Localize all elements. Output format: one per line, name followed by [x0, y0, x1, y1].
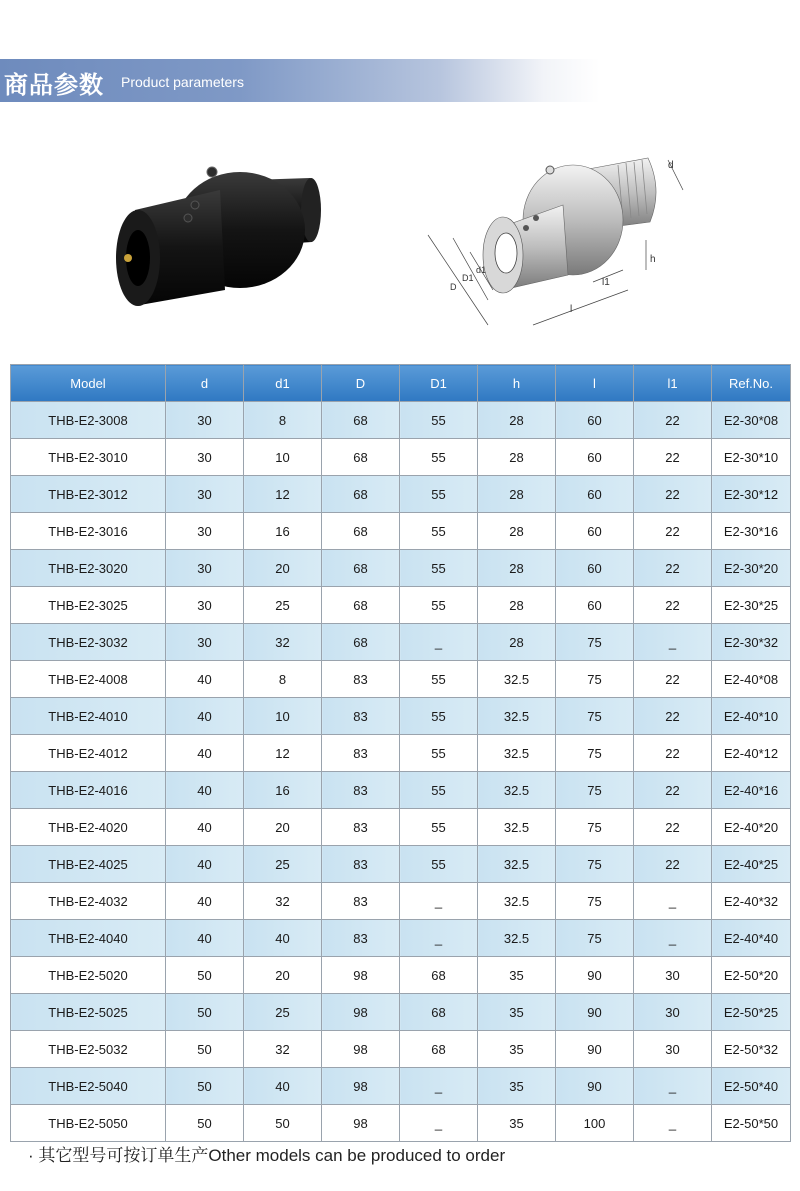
label-D1: D1	[462, 273, 474, 283]
table-cell: 55	[400, 439, 478, 476]
table-cell: 22	[634, 439, 712, 476]
label-h: h	[650, 254, 656, 265]
table-cell: 90	[556, 994, 634, 1031]
table-cell: E2-50*50	[712, 1105, 791, 1142]
table-cell: E2-50*20	[712, 957, 791, 994]
table-cell: 75	[556, 624, 634, 661]
table-cell: 22	[634, 846, 712, 883]
table-cell: THB-E2-5032	[11, 1031, 166, 1068]
table-cell: 22	[634, 550, 712, 587]
table-cell: _	[400, 624, 478, 661]
column-header: d1	[244, 365, 322, 402]
table-cell: 60	[556, 550, 634, 587]
table-cell: 32.5	[478, 809, 556, 846]
table-cell: E2-40*16	[712, 772, 791, 809]
table-cell: 28	[478, 439, 556, 476]
table-cell: THB-E2-3020	[11, 550, 166, 587]
table-cell: 25	[244, 994, 322, 1031]
table-cell: 40	[244, 920, 322, 957]
table-cell: 55	[400, 772, 478, 809]
table-row	[11, 587, 791, 624]
table-cell: 50	[166, 994, 244, 1031]
table-cell: 28	[478, 402, 556, 439]
table-cell: 90	[556, 957, 634, 994]
table-cell: 22	[634, 661, 712, 698]
table-cell: 30	[166, 513, 244, 550]
table-cell: 50	[166, 957, 244, 994]
table-cell: 83	[322, 846, 400, 883]
table-cell: 75	[556, 735, 634, 772]
table-cell: _	[400, 883, 478, 920]
table-cell: 100	[556, 1105, 634, 1142]
table-cell: 55	[400, 661, 478, 698]
table-row	[11, 624, 791, 661]
table-cell: 75	[556, 809, 634, 846]
table-cell: 68	[400, 994, 478, 1031]
table-cell: THB-E2-4032	[11, 883, 166, 920]
table-row	[11, 772, 791, 809]
table-cell: THB-E2-4020	[11, 809, 166, 846]
table-cell: 83	[322, 698, 400, 735]
table-cell: 83	[322, 809, 400, 846]
table-cell: 22	[634, 698, 712, 735]
table-cell: 22	[634, 587, 712, 624]
table-cell: 20	[244, 957, 322, 994]
table-cell: E2-30*16	[712, 513, 791, 550]
label-D: D	[450, 282, 457, 292]
table-cell: 60	[556, 513, 634, 550]
table-cell: 22	[634, 809, 712, 846]
table-cell: 12	[244, 735, 322, 772]
table-cell: THB-E2-4016	[11, 772, 166, 809]
table-cell: 98	[322, 1031, 400, 1068]
table-cell: THB-E2-3032	[11, 624, 166, 661]
table-cell: 98	[322, 957, 400, 994]
table-cell: THB-E2-3016	[11, 513, 166, 550]
table-cell: 30	[166, 587, 244, 624]
table-cell: 35	[478, 1068, 556, 1105]
table-cell: 22	[634, 772, 712, 809]
table-cell: 68	[322, 513, 400, 550]
table-row	[11, 920, 791, 957]
table-row	[11, 698, 791, 735]
table-cell: 32	[244, 883, 322, 920]
table-cell: 35	[478, 1105, 556, 1142]
dimension-drawing	[418, 150, 708, 340]
table-cell: E2-40*32	[712, 883, 791, 920]
table-cell: THB-E2-5040	[11, 1068, 166, 1105]
table-row	[11, 809, 791, 846]
table-cell: 30	[634, 1031, 712, 1068]
label-l: l	[570, 304, 573, 315]
table-cell: 30	[166, 624, 244, 661]
table-cell: 16	[244, 513, 322, 550]
table-cell: 40	[166, 735, 244, 772]
table-cell: THB-E2-3008	[11, 402, 166, 439]
table-cell: 75	[556, 920, 634, 957]
table-cell: 22	[634, 402, 712, 439]
table-cell: 32.5	[478, 920, 556, 957]
table-cell: 60	[556, 439, 634, 476]
table-header-row	[11, 365, 791, 402]
table-cell: _	[400, 1068, 478, 1105]
table-cell: 8	[244, 661, 322, 698]
product-parameter-table	[10, 364, 791, 1142]
table-cell: 40	[166, 698, 244, 735]
table-cell: 8	[244, 402, 322, 439]
table-cell: E2-30*20	[712, 550, 791, 587]
table-cell: 40	[166, 846, 244, 883]
table-cell: 35	[478, 994, 556, 1031]
table-cell: 10	[244, 698, 322, 735]
table-row	[11, 1105, 791, 1142]
table-cell: 20	[244, 809, 322, 846]
table-cell: 55	[400, 476, 478, 513]
table-cell: 32.5	[478, 661, 556, 698]
section-header	[0, 59, 800, 102]
table-cell: 50	[166, 1031, 244, 1068]
section-title-cn: 商品参数	[4, 71, 104, 99]
table-cell: THB-E2-4008	[11, 661, 166, 698]
table-cell: THB-E2-5050	[11, 1105, 166, 1142]
table-cell: THB-E2-5020	[11, 957, 166, 994]
table-cell: 75	[556, 883, 634, 920]
table-cell: _	[634, 1068, 712, 1105]
table-cell: 90	[556, 1031, 634, 1068]
table-cell: 68	[322, 624, 400, 661]
table-cell: 68	[322, 587, 400, 624]
table-cell: _	[400, 1105, 478, 1142]
table-cell: _	[634, 624, 712, 661]
footer-note: · 其它型号可按订单生产Other models can be produced to order	[28, 1146, 506, 1165]
table-row	[11, 735, 791, 772]
table-cell: E2-40*08	[712, 661, 791, 698]
table-cell: 22	[634, 513, 712, 550]
table-cell: 68	[322, 439, 400, 476]
table-cell: E2-30*12	[712, 476, 791, 513]
table-cell: 55	[400, 698, 478, 735]
label-l1: l1	[602, 277, 610, 288]
section-title-en: Product parameters	[121, 74, 244, 90]
table-cell: THB-E2-4025	[11, 846, 166, 883]
table-cell: 22	[634, 476, 712, 513]
table-cell: _	[634, 920, 712, 957]
table-cell: 28	[478, 513, 556, 550]
table-cell: 68	[322, 402, 400, 439]
table-cell: 68	[322, 476, 400, 513]
table-cell: E2-30*08	[712, 402, 791, 439]
table-cell: 32	[244, 624, 322, 661]
table-cell: 60	[556, 587, 634, 624]
table-cell: 25	[244, 846, 322, 883]
table-cell: 55	[400, 513, 478, 550]
table-cell: 30	[166, 402, 244, 439]
product-photo	[100, 150, 340, 320]
table-cell: 40	[244, 1068, 322, 1105]
table-cell: 40	[166, 809, 244, 846]
table-cell: E2-30*25	[712, 587, 791, 624]
table-cell: 28	[478, 624, 556, 661]
table-cell: 40	[166, 661, 244, 698]
column-header: D1	[400, 365, 478, 402]
table-cell: 75	[556, 661, 634, 698]
table-cell: THB-E2-4012	[11, 735, 166, 772]
table-cell: 32.5	[478, 883, 556, 920]
table-cell: E2-40*12	[712, 735, 791, 772]
column-header: Model	[11, 365, 166, 402]
table-cell: 32.5	[478, 735, 556, 772]
table-cell: 30	[634, 994, 712, 1031]
table-cell: E2-40*40	[712, 920, 791, 957]
label-d: d	[668, 160, 674, 171]
table-cell: _	[634, 1105, 712, 1142]
table-cell: 60	[556, 476, 634, 513]
table-cell: 55	[400, 402, 478, 439]
table-cell: 98	[322, 1105, 400, 1142]
table-cell: 30	[166, 439, 244, 476]
table-cell: 50	[166, 1105, 244, 1142]
table-cell: 22	[634, 735, 712, 772]
column-header: h	[478, 365, 556, 402]
table-cell: THB-E2-4010	[11, 698, 166, 735]
table-row	[11, 661, 791, 698]
column-header: D	[322, 365, 400, 402]
table-cell: 40	[166, 883, 244, 920]
table-cell: 40	[166, 772, 244, 809]
column-header: Ref.No.	[712, 365, 791, 402]
table-cell: 40	[166, 920, 244, 957]
table-row	[11, 1031, 791, 1068]
table-cell: E2-40*10	[712, 698, 791, 735]
table-row	[11, 513, 791, 550]
table-cell: 68	[322, 550, 400, 587]
table-cell: E2-30*32	[712, 624, 791, 661]
table-cell: 16	[244, 772, 322, 809]
table-cell: 55	[400, 735, 478, 772]
column-header: l	[556, 365, 634, 402]
label-d1: d1	[476, 265, 487, 275]
table-cell: E2-50*40	[712, 1068, 791, 1105]
table-cell: 75	[556, 846, 634, 883]
table-cell: E2-30*10	[712, 439, 791, 476]
table-cell: _	[400, 920, 478, 957]
table-row	[11, 476, 791, 513]
table-cell: 32.5	[478, 846, 556, 883]
table-cell: 25	[244, 587, 322, 624]
table-cell: 83	[322, 883, 400, 920]
table-cell: E2-50*25	[712, 994, 791, 1031]
table-cell: 50	[166, 1068, 244, 1105]
table-cell: 28	[478, 476, 556, 513]
table-cell: 30	[634, 957, 712, 994]
table-cell: 28	[478, 550, 556, 587]
table-row	[11, 957, 791, 994]
table-row	[11, 846, 791, 883]
table-cell: 83	[322, 735, 400, 772]
table-cell: 12	[244, 476, 322, 513]
table-row	[11, 994, 791, 1031]
table-cell: 30	[166, 476, 244, 513]
table-cell: 50	[244, 1105, 322, 1142]
table-cell: 28	[478, 587, 556, 624]
table-row	[11, 883, 791, 920]
table-cell: 98	[322, 1068, 400, 1105]
table-cell: 55	[400, 846, 478, 883]
table-cell: 98	[322, 994, 400, 1031]
table-cell: 55	[400, 587, 478, 624]
table-cell: 55	[400, 809, 478, 846]
table-cell: THB-E2-3010	[11, 439, 166, 476]
column-header: d	[166, 365, 244, 402]
table-row	[11, 1068, 791, 1105]
table-cell: 10	[244, 439, 322, 476]
table-cell: 90	[556, 1068, 634, 1105]
table-cell: THB-E2-4040	[11, 920, 166, 957]
table-cell: 75	[556, 772, 634, 809]
table-cell: _	[634, 883, 712, 920]
table-cell: E2-40*20	[712, 809, 791, 846]
table-cell: 75	[556, 698, 634, 735]
table-cell: 68	[400, 957, 478, 994]
table-cell: 60	[556, 402, 634, 439]
table-cell: 35	[478, 1031, 556, 1068]
column-header: l1	[634, 365, 712, 402]
table-cell: E2-40*25	[712, 846, 791, 883]
table-cell: 83	[322, 920, 400, 957]
table-cell: THB-E2-5025	[11, 994, 166, 1031]
table-cell: 68	[400, 1031, 478, 1068]
table-cell: 20	[244, 550, 322, 587]
table-row	[11, 550, 791, 587]
table-cell: THB-E2-3025	[11, 587, 166, 624]
table-cell: 30	[166, 550, 244, 587]
table-cell: 55	[400, 550, 478, 587]
table-row	[11, 439, 791, 476]
table-cell: 83	[322, 661, 400, 698]
table-cell: 32	[244, 1031, 322, 1068]
table-cell: 83	[322, 772, 400, 809]
table-row	[11, 402, 791, 439]
table-cell: 35	[478, 957, 556, 994]
table-cell: THB-E2-3012	[11, 476, 166, 513]
table-cell: E2-50*32	[712, 1031, 791, 1068]
table-cell: 32.5	[478, 772, 556, 809]
table-cell: 32.5	[478, 698, 556, 735]
